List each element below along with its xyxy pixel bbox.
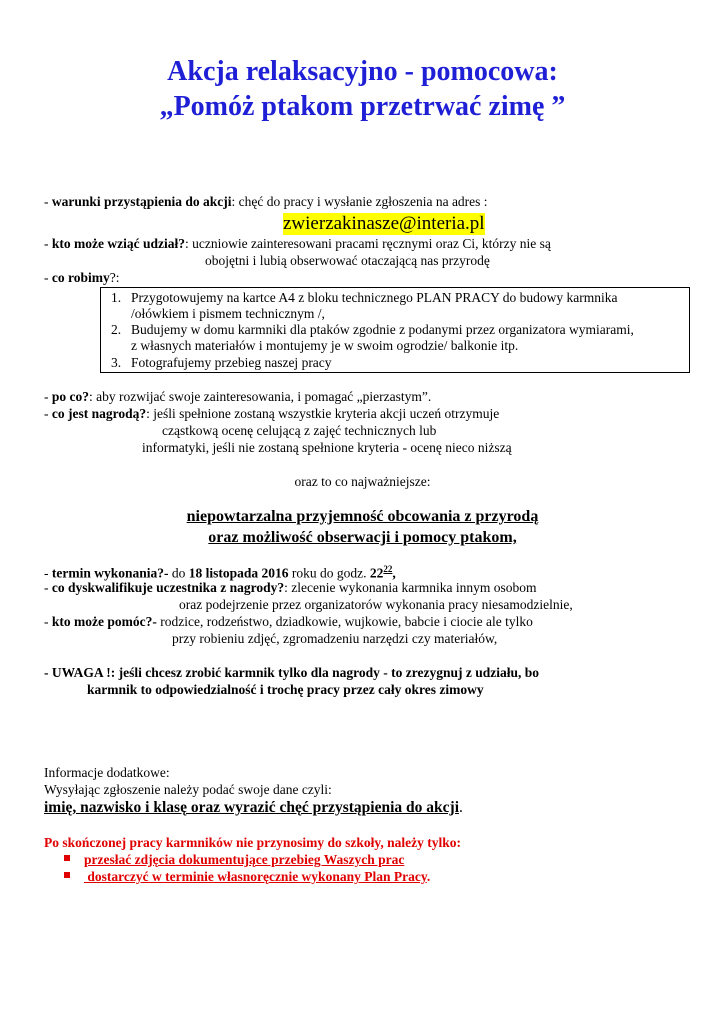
po-co-line bbox=[44, 388, 431, 406]
uwaga-line-1: - UWAGA !: jeśli chcesz zrobić karmnik tylko dla nagrody - to zrezygnuj z udziału, bo bbox=[44, 665, 539, 680]
termin-minutes: 22 bbox=[383, 564, 393, 574]
step-3-line-1: Fotografujemy przebieg naszej pracy bbox=[131, 355, 332, 370]
info-heading: Informacje dodatkowe: bbox=[44, 765, 170, 780]
final-bullet-2-end: . bbox=[426, 869, 431, 884]
step-1-number: 1. bbox=[111, 290, 122, 305]
nagroda-line bbox=[44, 405, 499, 423]
step-2-line-2: z własnych materiałów i montujemy je w swoim ogrodzie/ balkonie itp. bbox=[131, 338, 519, 353]
final-bullet-2 bbox=[64, 868, 430, 886]
termin-date: 18 listopada 2016 bbox=[188, 565, 289, 581]
kto-moze-text-2: obojętni i lubią obserwować otaczającą nas przyrodę bbox=[205, 253, 490, 268]
warunki-text: : chęć do pracy i wysłanie zgłoszenia na adres : bbox=[231, 194, 488, 209]
info-text: Wysyłając zgłoszenie należy podać swoje dane czyli: bbox=[44, 782, 332, 797]
final-heading: Po skończonej pracy karmników nie przynosimy do szkoły, należy tylko: bbox=[44, 835, 462, 850]
bullet-dash: - bbox=[44, 194, 52, 209]
nagroda-text-1: : jeśli spełnione zostaną wszystkie kryteria akcji uczeń otrzymuje bbox=[146, 406, 500, 421]
step-1-line-1: Przygotowujemy na kartce A4 z bloku technicznego PLAN PRACY do budowy karmnika bbox=[131, 290, 618, 305]
pomoc-line bbox=[44, 613, 533, 631]
dyskwalifikacja-text-1: : zlecenie wykonania karmnika innym osobom bbox=[284, 580, 537, 595]
termin-hour: 22 bbox=[369, 565, 384, 581]
step-1-line-2: /ołówkiem i pismem technicznym /, bbox=[131, 306, 325, 321]
step-2-line-1: Budujemy w domu karmniki dla ptaków zgodnie z podanymi przez organizatora wymiarami, bbox=[131, 322, 634, 337]
najwazniejsze-text: oraz to co najważniejsze: bbox=[294, 474, 431, 489]
bullet-dash: - bbox=[44, 565, 52, 581]
highlight-line-2: oraz możliwość obserwacji i pomocy ptakom, bbox=[208, 529, 517, 546]
dyskwalifikacja-label: co dyskwalifikuje uczestnika z nagrody? bbox=[51, 580, 285, 595]
email-address[interactable]: zwierzakinasze@interia.pl bbox=[283, 213, 485, 234]
co-robimy-line bbox=[44, 269, 120, 287]
termin-end: , bbox=[392, 565, 396, 581]
nagroda-label: co jest nagrodą? bbox=[51, 406, 147, 421]
kto-moze-text-1: : uczniowie zainteresowani pracami ręcznymi oraz Ci, którzy nie są bbox=[184, 236, 551, 251]
pomoc-label: kto może pomóc?- bbox=[51, 614, 157, 629]
bullet-dash: - bbox=[44, 270, 52, 285]
warunki-label: warunki przystąpienia do akcji bbox=[51, 194, 232, 209]
co-robimy-suffix: ?: bbox=[109, 270, 120, 285]
dyskwalifikacja-line bbox=[44, 579, 536, 597]
dyskwalifikacja-text-2: oraz podejrzenie przez organizatorów wykonania pracy niesamodzielnie, bbox=[179, 597, 573, 612]
warunki-line bbox=[44, 193, 488, 211]
bullet-dash: - bbox=[44, 580, 52, 595]
bullet-dash: - bbox=[44, 406, 52, 421]
steps-box bbox=[100, 287, 690, 373]
termin-text-2: roku do godz. bbox=[288, 565, 370, 581]
final-bullet-1 bbox=[64, 851, 404, 869]
final-bullet-1-text: przesłać zdjęcia dokumentujące przebieg Waszych prac bbox=[84, 852, 405, 867]
highlight-line-1: niepowtarzalna przyjemność obcowania z przyrodą bbox=[186, 508, 539, 525]
bullet-dash: - bbox=[44, 389, 52, 404]
info-emphasis-line bbox=[44, 798, 463, 818]
kto-moze-line bbox=[44, 235, 551, 253]
pomoc-text-1: rodzice, rodzeństwo, dziadkowie, wujkowie, babcie i ciocie ale tylko bbox=[156, 614, 533, 629]
po-co-label: po co? bbox=[51, 389, 89, 404]
info-dot: . bbox=[459, 799, 463, 816]
uwaga-line-2: karmnik to odpowiedzialność i trochę pracy przez cały okres zimowy bbox=[87, 682, 484, 697]
kto-moze-label: kto może wziąć udział? bbox=[51, 236, 185, 251]
termin-label: termin wykonania?- bbox=[51, 565, 169, 581]
info-emphasis: imię, nazwisko i klasę oraz wyrazić chęć przystąpienia do akcji bbox=[44, 799, 460, 816]
co-robimy-label: co robimy bbox=[51, 270, 110, 285]
bullet-dash: - bbox=[44, 236, 52, 251]
po-co-text: : aby rozwijać swoje zainteresowania, i pomagać „pierzastym”. bbox=[89, 389, 432, 404]
termin-text-1: do bbox=[168, 565, 189, 581]
title-line-1: Akcja relaksacyjno - pomocowa: bbox=[167, 56, 558, 87]
step-3-number: 3. bbox=[111, 355, 122, 370]
bullet-dash: - bbox=[44, 614, 52, 629]
step-2-number: 2. bbox=[111, 322, 122, 337]
pomoc-text-2: przy robieniu zdjęć, zgromadzeniu narzędzi czy materiałów, bbox=[172, 631, 498, 646]
nagroda-text-3: informatyki, jeśli nie zostaną spełnione kryteria - ocenę nieco niższą bbox=[142, 440, 512, 455]
square-bullet-icon bbox=[64, 855, 70, 861]
nagroda-text-2: cząstkową ocenę celującą z zajęć technicznych lub bbox=[162, 423, 437, 438]
title-line-2: „Pomóż ptakom przetrwać zimę ” bbox=[159, 91, 566, 122]
square-bullet-icon bbox=[64, 872, 70, 878]
final-bullet-2-text: dostarczyć w terminie własnoręcznie wykonany Plan Pracy bbox=[84, 869, 427, 884]
